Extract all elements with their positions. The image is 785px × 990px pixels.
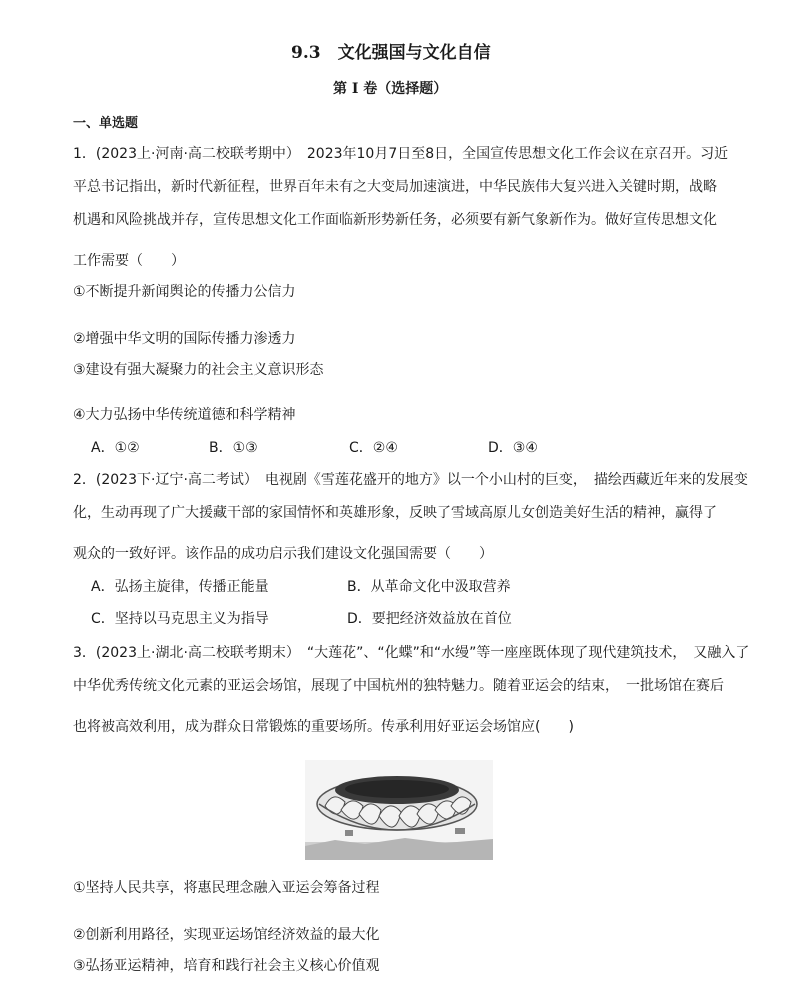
q1-option-a: A．①② xyxy=(91,440,140,456)
q1-option-d: D．③④ xyxy=(488,440,538,456)
q1-stem-line-1: 1．(2023上·河南·高二校联考期中） 2023年10月7日至8日，全国宣传思想文化工作会议在京召开。习近 xyxy=(73,146,729,162)
q3-stem-line-3: 也将被高效利用，成为群众日常锻炼的重要场所。传承利用好亚运会场馆应( ) xyxy=(73,719,574,735)
q2-option-d: D．要把经济效益放在首位 xyxy=(347,611,512,627)
q1-option-b: B．①③ xyxy=(209,440,258,456)
stadium-photo xyxy=(305,760,493,860)
q1-item-4: ④大力弘扬中华传统道德和科学精神 xyxy=(73,407,296,423)
q3-stem-line-2: 中华优秀传统文化元素的亚运会场馆，展现了中国杭州的独特魅力。随着亚运会的结束， 一批场馆在赛后 xyxy=(73,678,724,694)
q2-stem-line-1: 2．(2023下·辽宁·高二考试） 电视剧《雪莲花盛开的地方》以一个小山村的巨变， 描绘西藏近年来的发展变 xyxy=(73,472,748,488)
q1-item-1: ①不断提升新闻舆论的传播力公信力 xyxy=(73,284,296,300)
q1-stem-line-2: 平总书记指出，新时代新征程，世界百年未有之大变局加速演进，中华民族伟大复兴进入关键时期，战略 xyxy=(73,179,717,195)
document-subtitle: 第 I 卷（选择题） xyxy=(333,81,448,97)
q1-item-2: ②增强中华文明的国际传播力渗透力 xyxy=(73,331,296,347)
q3-item-3: ③弘扬亚运精神，培育和践行社会主义核心价值观 xyxy=(73,958,380,974)
q2-option-c: C．坚持以马克思主义为指导 xyxy=(91,611,269,627)
q1-option-c: C．②④ xyxy=(349,440,398,456)
q2-stem-line-2: 化，生动再现了广大援藏干部的家国情怀和英雄形象，反映了雪域高原儿女创造美好生活的精神，赢得了 xyxy=(73,505,717,521)
q3-item-1: ①坚持人民共享，将惠民理念融入亚运会筹备过程 xyxy=(73,880,380,896)
q2-stem-line-3: 观众的一致好评。该作品的成功启示我们建设文化强国需要（ ） xyxy=(73,546,493,562)
q2-option-a: A．弘扬主旋律，传播正能量 xyxy=(91,579,269,595)
q3-item-2: ②创新利用路径，实现亚运场馆经济效益的最大化 xyxy=(73,927,380,943)
q1-stem-line-4: 工作需要（ ） xyxy=(73,253,185,269)
q1-stem-line-3: 机遇和风险挑战并存，宣传思想文化工作面临新形势新任务，必须要有新气象新作为。做好宣传思想文化 xyxy=(73,212,717,228)
q3-stem-line-1: 3．(2023上·湖北·高二校联考期末） “大莲花”、“化蝶”和“水缦”等一座座既体现了现代建筑技术， 又融入了 xyxy=(73,645,750,661)
document-title: 9.3 文化强国与文化自信 xyxy=(291,43,491,63)
q2-option-b: B．从革命文化中汲取营养 xyxy=(347,579,511,595)
q1-item-3: ③建设有强大凝聚力的社会主义意识形态 xyxy=(73,362,324,378)
section-heading: 一、单选题 xyxy=(73,116,139,131)
